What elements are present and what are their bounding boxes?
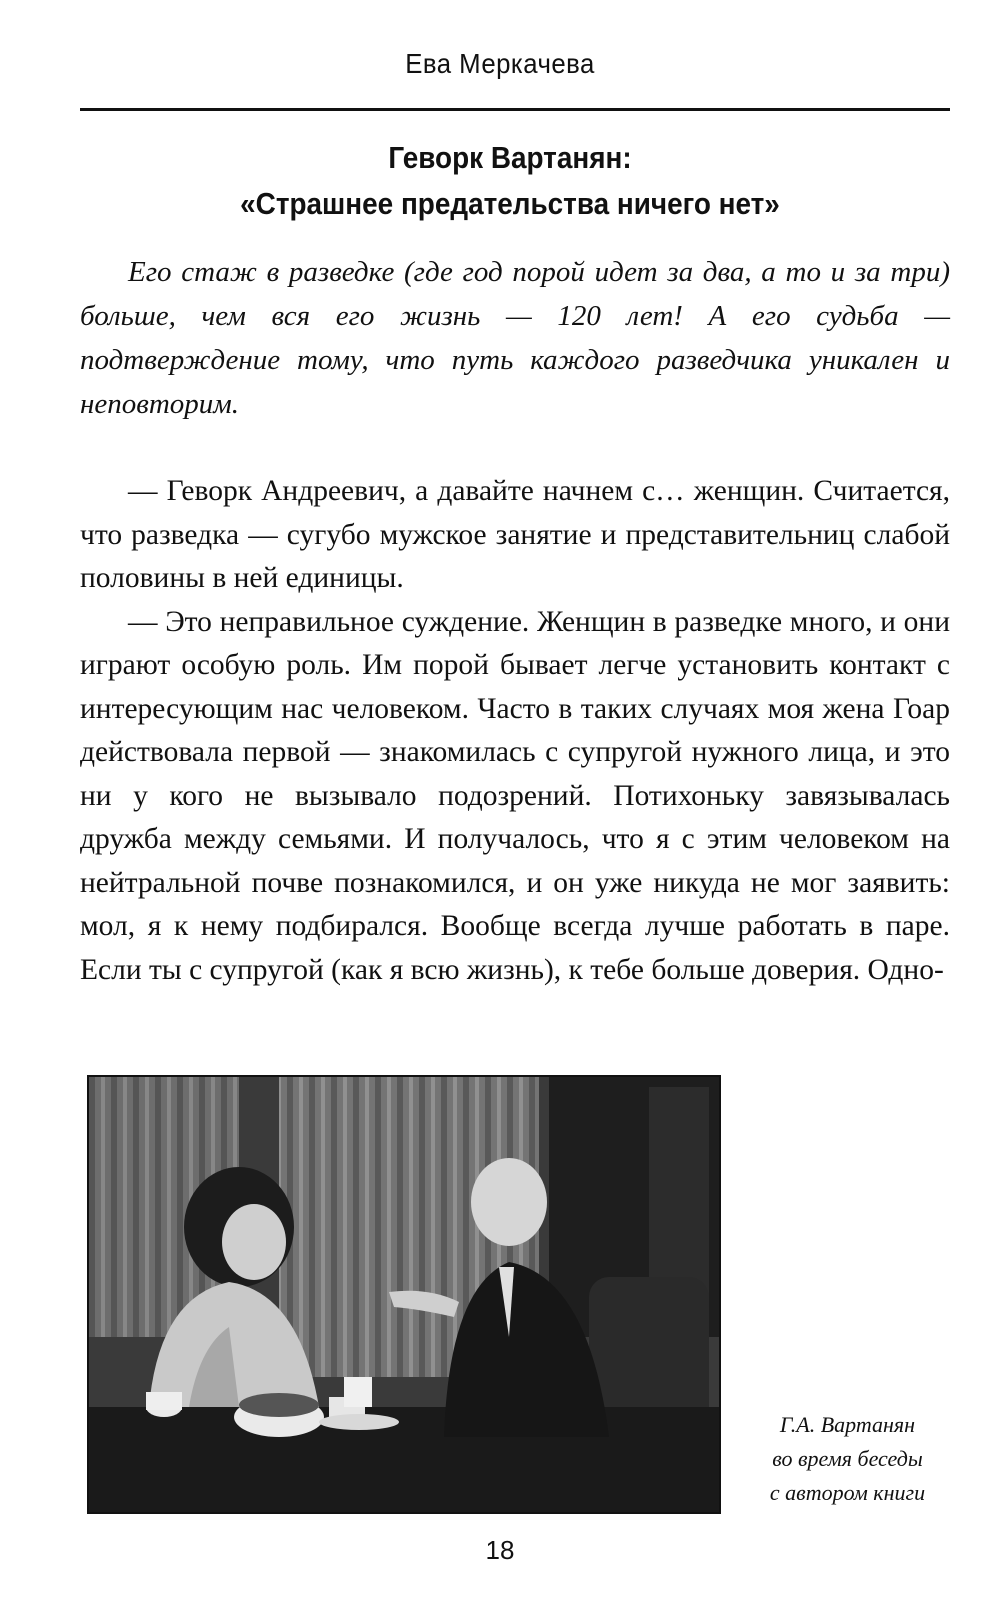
paragraph: — Это неправильное суждение. Женщин в разведке много, и они играют особую роль. Им порой бывает легче установить контакт с интересующим нас человеком. Часто в таких случаях моя жена Гоар действовала первой — знакомилась с супругой нужного лица, и это ни у кого не вызывало подозрений. Потихоньку завязывалась дружба между семьями. И получалось, что я с этим человеком на нейтральной почве познакомился, и он уже никуда не мог заявить: мол, я к нему подбирался. Вообще всегда лучше работать в паре. Если ты с супругой (как я всю жизнь), к тебе больше доверия. Одно- xyxy=(80,605,950,986)
article-title xyxy=(105,135,915,227)
photo-illustration xyxy=(89,1077,719,1512)
caption-line-1: Г.А. Вартанян xyxy=(779,1412,916,1437)
interview-photo xyxy=(87,1075,721,1514)
paragraph: — Геворк Андреевич, а давайте начнем с… женщин. Считается, что разведка — сугубо мужское занятие и представительниц слабой половины в ней единицы. xyxy=(80,475,950,594)
header-rule xyxy=(80,108,950,111)
caption-line-2: во время беседы xyxy=(772,1446,923,1471)
article-body xyxy=(80,470,950,992)
running-head: Ева Меркачева xyxy=(405,48,595,79)
title-line-2: «Страшнее предательства ничего нет» xyxy=(240,186,780,221)
caption-line-3: с автором книги xyxy=(769,1480,926,1505)
photo-caption xyxy=(735,1408,960,1510)
article-lead: Его стаж в разведке (где год порой идет за два, а то и за три) больше, чем вся его жизнь — 120 лет! А его судьба — подтверждение тому, что путь каждого разведчика уникален и неповторим. xyxy=(80,256,950,420)
title-line-1: Геворк Вартанян: xyxy=(388,140,632,175)
page-number: 18 xyxy=(485,1535,515,1565)
